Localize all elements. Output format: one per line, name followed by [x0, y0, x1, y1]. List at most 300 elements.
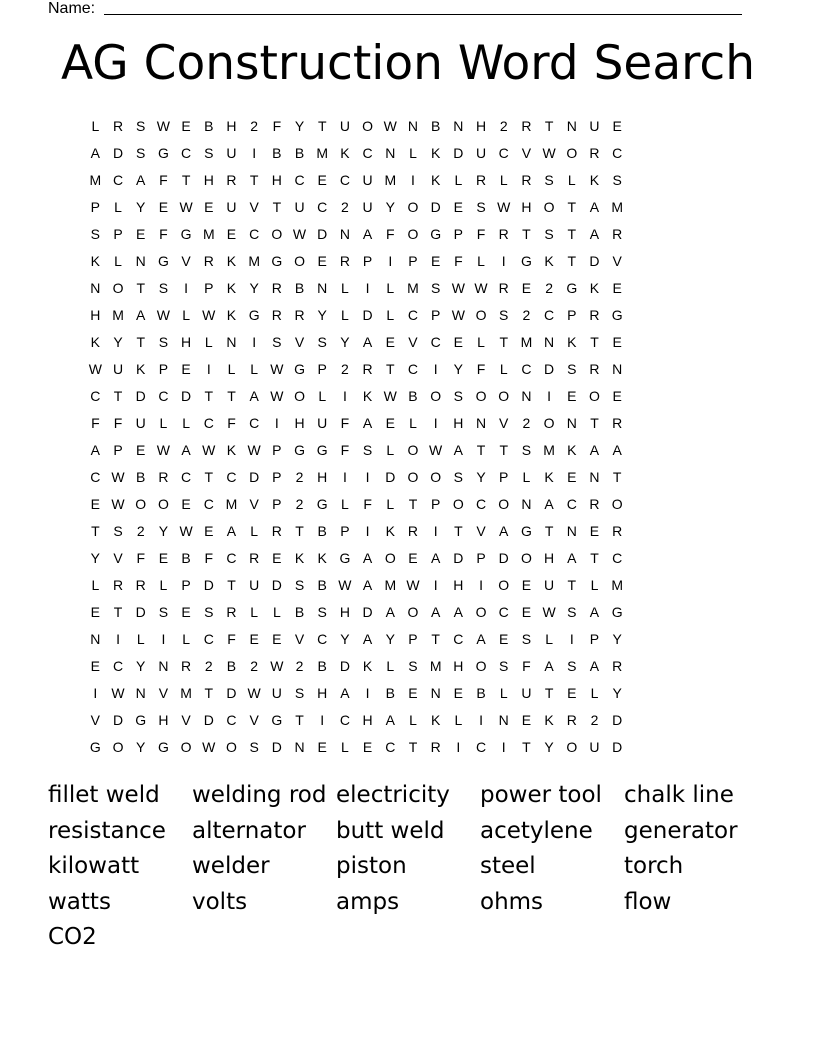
- grid-letter: T: [499, 334, 508, 350]
- grid-letter: I: [433, 361, 438, 377]
- grid-letter: C: [226, 712, 237, 728]
- grid-letter: T: [567, 199, 577, 215]
- grid-letter: N: [475, 415, 487, 431]
- grid-letter: H: [453, 415, 464, 431]
- grid-letter: N: [589, 469, 600, 485]
- grid-letter: S: [453, 388, 464, 404]
- grid-letter: 2: [341, 199, 349, 215]
- grid-letter: L: [567, 172, 576, 188]
- grid-letter: E: [90, 496, 101, 512]
- grid-letter: I: [433, 577, 438, 593]
- grid-letter: I: [365, 523, 370, 539]
- grid-letter: A: [544, 658, 554, 674]
- grid-letter: K: [226, 307, 237, 323]
- grid-letter: R: [589, 361, 600, 377]
- grid-letter: T: [544, 523, 554, 539]
- grid-letter: T: [499, 442, 508, 458]
- grid-letter: O: [226, 739, 237, 755]
- grid-letter: S: [204, 604, 214, 620]
- grid-letter: G: [611, 604, 623, 620]
- grid-row: [84, 626, 629, 653]
- grid-letter: E: [158, 199, 169, 215]
- grid-letter: S: [521, 442, 532, 458]
- grid-letter: T: [590, 415, 599, 431]
- grid-letter: P: [113, 226, 123, 242]
- grid-letter: D: [589, 253, 600, 269]
- grid-letter: V: [158, 685, 169, 701]
- grid-letter: L: [182, 415, 190, 431]
- grid-letter: O: [543, 415, 555, 431]
- grid-letter: P: [158, 361, 169, 377]
- grid-letter: W: [270, 658, 284, 674]
- grid-letter: N: [521, 388, 532, 404]
- grid-row: [84, 680, 629, 707]
- grid-letter: O: [475, 307, 487, 323]
- grid-letter: B: [385, 685, 395, 701]
- grid-letter: I: [479, 577, 483, 593]
- word-bank-item: watts: [48, 888, 111, 915]
- grid-letter: S: [294, 685, 305, 701]
- grid-letter: S: [567, 658, 577, 674]
- grid-letter: T: [272, 199, 282, 215]
- grid-letter: L: [272, 604, 281, 620]
- word-bank-item: volts: [192, 888, 248, 915]
- grid-letter: E: [181, 496, 191, 512]
- grid-letter: U: [226, 145, 237, 161]
- grid-letter: L: [477, 334, 485, 350]
- grid-letter: F: [91, 415, 100, 431]
- grid-letter: O: [498, 577, 510, 593]
- grid-letter: U: [294, 199, 305, 215]
- grid-letter: L: [409, 415, 417, 431]
- grid-letter: M: [112, 307, 124, 323]
- grid-letter: K: [90, 334, 101, 350]
- grid-letter: U: [339, 118, 350, 134]
- grid-letter: L: [182, 631, 190, 647]
- grid-letter: S: [90, 226, 101, 242]
- grid-letter: R: [362, 361, 373, 377]
- grid-letter: E: [272, 550, 282, 566]
- grid-letter: E: [204, 199, 214, 215]
- grid-letter: M: [225, 496, 238, 512]
- grid-letter: 2: [522, 307, 531, 323]
- grid-letter: F: [227, 631, 236, 647]
- grid-letter: T: [431, 631, 440, 647]
- word-bank-item: electricity: [336, 782, 450, 808]
- grid-letter: O: [589, 388, 600, 404]
- grid-letter: N: [226, 334, 237, 350]
- grid-row: [84, 248, 629, 275]
- grid-letter: C: [317, 199, 328, 215]
- word-bank-item: ohms: [480, 888, 544, 915]
- word-bank-item: amps: [336, 888, 400, 915]
- grid-letter: B: [476, 685, 486, 701]
- grid-letter: O: [566, 739, 578, 755]
- grid-letter: Y: [136, 658, 146, 674]
- grid-row: [84, 518, 629, 545]
- grid-letter: D: [112, 145, 124, 161]
- grid-letter: T: [91, 523, 100, 539]
- grid-letter: T: [612, 469, 622, 485]
- grid-letter: A: [362, 631, 373, 647]
- letter-grid: [84, 113, 629, 761]
- grid-letter: S: [136, 145, 146, 161]
- grid-letter: Y: [136, 199, 146, 215]
- grid-letter: G: [520, 523, 532, 539]
- grid-letter: O: [180, 739, 192, 755]
- grid-letter: H: [317, 469, 328, 485]
- grid-letter: T: [522, 739, 531, 755]
- grid-letter: T: [544, 118, 554, 134]
- grid-letter: P: [272, 469, 282, 485]
- grid-letter: 2: [499, 118, 508, 134]
- grid-letter: A: [589, 226, 600, 242]
- grid-letter: N: [430, 685, 441, 701]
- grid-letter: Y: [90, 550, 101, 566]
- grid-letter: C: [226, 550, 237, 566]
- grid-letter: O: [475, 604, 487, 620]
- grid-letter: N: [498, 712, 509, 728]
- grid-letter: C: [203, 631, 214, 647]
- word-bank-item: power tool: [480, 782, 602, 808]
- grid-row: [84, 140, 629, 167]
- grid-letter: R: [249, 550, 260, 566]
- word-bank-item: acetylene: [480, 817, 593, 844]
- grid-letter: I: [365, 280, 370, 296]
- grid-letter: Y: [612, 631, 622, 647]
- grid-letter: W: [156, 442, 171, 458]
- grid-letter: W: [292, 226, 307, 242]
- grid-letter: E: [158, 550, 169, 566]
- grid-letter: G: [316, 442, 328, 458]
- grid-letter: H: [158, 712, 169, 728]
- grid-letter: S: [567, 604, 577, 620]
- grid-letter: U: [521, 685, 532, 701]
- grid-letter: W: [338, 577, 352, 593]
- grid-letter: W: [179, 199, 193, 215]
- grid-letter: B: [294, 145, 305, 161]
- grid-letter: C: [612, 145, 623, 161]
- grid-letter: A: [589, 199, 600, 215]
- grid-letter: F: [113, 415, 123, 431]
- grid-letter: O: [112, 739, 124, 755]
- grid-letter: E: [317, 253, 327, 269]
- grid-letter: 2: [295, 469, 304, 485]
- grid-letter: M: [407, 280, 419, 296]
- grid-letter: G: [339, 550, 351, 566]
- grid-letter: O: [566, 145, 578, 161]
- grid-letter: A: [90, 442, 101, 458]
- grid-letter: R: [271, 523, 282, 539]
- grid-letter: R: [612, 523, 623, 539]
- grid-letter: G: [520, 253, 532, 269]
- grid-letter: A: [385, 604, 395, 620]
- grid-letter: H: [317, 685, 328, 701]
- grid-letter: R: [612, 658, 623, 674]
- grid-letter: G: [157, 253, 169, 269]
- grid-letter: M: [384, 172, 397, 188]
- grid-letter: D: [226, 685, 237, 701]
- word-bank-item: welder: [192, 853, 270, 880]
- grid-letter: C: [90, 469, 101, 485]
- grid-letter: N: [90, 631, 101, 647]
- grid-letter: Y: [158, 523, 169, 539]
- grid-row: [84, 437, 629, 464]
- grid-letter: H: [271, 172, 282, 188]
- grid-letter: I: [93, 685, 98, 701]
- grid-letter: E: [567, 388, 577, 404]
- grid-letter: L: [341, 280, 349, 296]
- grid-letter: G: [566, 280, 578, 296]
- grid-letter: E: [181, 118, 191, 134]
- grid-letter: E: [136, 226, 146, 242]
- grid-letter: V: [499, 415, 509, 431]
- grid-letter: K: [226, 280, 237, 296]
- grid-letter: T: [136, 334, 145, 350]
- grid-letter: N: [612, 361, 623, 377]
- grid-letter: H: [294, 415, 305, 431]
- grid-letter: S: [294, 577, 305, 593]
- grid-letter: P: [453, 226, 464, 242]
- grid-letter: C: [521, 361, 532, 377]
- word-bank-item: steel: [480, 853, 536, 880]
- grid-letter: O: [294, 253, 305, 269]
- grid-row: [84, 734, 629, 761]
- grid-row: [84, 707, 629, 734]
- grid-row: [84, 599, 629, 626]
- grid-letter: E: [226, 226, 237, 242]
- grid-letter: K: [544, 712, 554, 728]
- grid-letter: M: [180, 685, 192, 701]
- grid-letter: D: [339, 658, 350, 674]
- grid-letter: S: [567, 361, 577, 377]
- grid-letter: 2: [545, 280, 553, 296]
- grid-letter: V: [113, 550, 123, 566]
- grid-letter: T: [227, 577, 236, 593]
- grid-letter: T: [590, 334, 599, 350]
- grid-letter: A: [226, 523, 237, 539]
- grid-letter: C: [544, 307, 555, 323]
- grid-letter: O: [430, 388, 442, 404]
- grid-letter: E: [612, 118, 622, 134]
- grid-letter: C: [249, 415, 260, 431]
- grid-letter: T: [567, 226, 577, 242]
- grid-letter: E: [453, 334, 464, 350]
- grid-letter: F: [340, 415, 350, 431]
- grid-letter: W: [88, 361, 102, 377]
- grid-letter: R: [203, 253, 214, 269]
- grid-row: [84, 383, 629, 410]
- grid-letter: T: [181, 172, 191, 188]
- grid-letter: K: [90, 253, 101, 269]
- grid-letter: L: [477, 253, 485, 269]
- grid-letter: W: [202, 442, 216, 458]
- grid-letter: S: [272, 334, 282, 350]
- grid-letter: S: [113, 523, 123, 539]
- grid-letter: A: [362, 226, 373, 242]
- grid-letter: F: [522, 658, 531, 674]
- grid-letter: V: [521, 145, 532, 161]
- grid-letter: G: [430, 226, 442, 242]
- grid-letter: O: [112, 280, 124, 296]
- grid-letter: R: [430, 739, 441, 755]
- grid-letter: D: [362, 307, 373, 323]
- grid-letter: U: [362, 172, 373, 188]
- grid-letter: S: [408, 658, 418, 674]
- grid-letter: C: [90, 388, 101, 404]
- grid-letter: M: [384, 577, 397, 593]
- grid-letter: O: [611, 496, 623, 512]
- grid-letter: O: [543, 199, 555, 215]
- grid-letter: G: [248, 307, 260, 323]
- grid-letter: L: [409, 145, 417, 161]
- grid-letter: M: [520, 334, 533, 350]
- grid-letter: R: [498, 280, 509, 296]
- grid-letter: N: [135, 685, 146, 701]
- word-bank-item: resistance: [48, 817, 166, 844]
- grid-letter: O: [384, 550, 396, 566]
- grid-letter: O: [452, 496, 464, 512]
- grid-letter: L: [114, 253, 122, 269]
- grid-letter: W: [111, 685, 125, 701]
- grid-letter: P: [204, 280, 214, 296]
- grid-letter: M: [89, 172, 102, 188]
- grid-letter: E: [567, 685, 577, 701]
- grid-letter: G: [157, 145, 169, 161]
- grid-letter: C: [475, 496, 487, 512]
- grid-letter: A: [340, 685, 350, 701]
- grid-letter: R: [294, 307, 305, 323]
- grid-letter: Y: [340, 334, 350, 350]
- grid-letter: B: [294, 604, 305, 620]
- grid-letter: S: [612, 172, 622, 188]
- grid-letter: K: [340, 145, 350, 161]
- grid-letter: L: [386, 280, 395, 296]
- grid-letter: R: [158, 469, 169, 485]
- grid-letter: L: [136, 631, 145, 647]
- grid-letter: E: [385, 334, 395, 350]
- grid-letter: T: [567, 577, 577, 593]
- grid-letter: I: [365, 685, 370, 701]
- grid-letter: H: [181, 334, 192, 350]
- grid-letter: F: [476, 361, 486, 377]
- grid-letter: B: [317, 523, 327, 539]
- grid-letter: K: [317, 550, 327, 566]
- grid-letter: N: [544, 334, 555, 350]
- grid-letter: N: [294, 739, 305, 755]
- grid-letter: T: [204, 685, 214, 701]
- grid-letter: W: [247, 442, 261, 458]
- grid-row: [84, 302, 629, 329]
- word-bank-item: piston: [336, 853, 407, 880]
- grid-letter: L: [590, 685, 599, 701]
- grid-letter: S: [544, 226, 554, 242]
- grid-letter: Y: [453, 361, 464, 377]
- grid-letter: D: [203, 712, 214, 728]
- grid-letter: A: [385, 712, 395, 728]
- grid-letter: D: [362, 604, 373, 620]
- grid-letter: S: [249, 739, 259, 755]
- grid-letter: P: [362, 253, 373, 269]
- word-bank-item: torch: [624, 853, 684, 880]
- grid-letter: G: [271, 253, 283, 269]
- grid-letter: I: [479, 712, 483, 728]
- grid-letter: H: [521, 199, 532, 215]
- grid-letter: B: [204, 118, 214, 134]
- grid-letter: R: [226, 604, 237, 620]
- grid-letter: B: [181, 550, 191, 566]
- grid-letter: S: [204, 145, 214, 161]
- word-bank-item: kilowatt: [48, 853, 140, 880]
- grid-letter: I: [433, 415, 438, 431]
- grid-letter: H: [203, 172, 214, 188]
- grid-letter: E: [249, 631, 259, 647]
- grid-letter: L: [159, 415, 168, 431]
- grid-letter: C: [475, 739, 487, 755]
- grid-letter: N: [339, 226, 350, 242]
- grid-letter: L: [454, 712, 463, 728]
- grid-letter: S: [362, 442, 373, 458]
- grid-letter: L: [159, 577, 168, 593]
- grid-letter: R: [271, 280, 282, 296]
- grid-letter: K: [544, 253, 554, 269]
- grid-letter: C: [362, 145, 373, 161]
- grid-letter: S: [158, 334, 169, 350]
- grid-letter: K: [385, 523, 395, 539]
- grid-letter: S: [430, 280, 441, 296]
- grid-row: [84, 113, 629, 140]
- grid-letter: A: [362, 415, 373, 431]
- grid-letter: K: [567, 334, 577, 350]
- grid-letter: W: [247, 685, 261, 701]
- grid-letter: P: [90, 199, 101, 215]
- grid-letter: P: [476, 550, 486, 566]
- grid-letter: E: [612, 280, 622, 296]
- grid-letter: L: [545, 631, 553, 647]
- grid-letter: M: [202, 226, 215, 242]
- grid-letter: N: [566, 415, 577, 431]
- grid-letter: A: [181, 442, 191, 458]
- grid-letter: H: [90, 307, 101, 323]
- grid-letter: C: [158, 388, 169, 404]
- grid-letter: G: [294, 442, 305, 458]
- grid-letter: E: [567, 469, 577, 485]
- grid-letter: H: [475, 118, 487, 134]
- grid-letter: V: [612, 253, 622, 269]
- grid-letter: Y: [544, 739, 554, 755]
- grid-letter: C: [112, 658, 124, 674]
- grid-letter: D: [249, 469, 260, 485]
- grid-letter: K: [226, 253, 237, 269]
- grid-letter: L: [499, 685, 508, 701]
- grid-letter: E: [453, 199, 464, 215]
- grid-letter: E: [181, 361, 191, 377]
- grid-letter: T: [113, 604, 123, 620]
- grid-letter: B: [272, 145, 282, 161]
- page-title: AG Construction Word Search: [60, 36, 756, 91]
- grid-letter: T: [408, 739, 418, 755]
- grid-letter: O: [430, 469, 442, 485]
- grid-letter: K: [544, 469, 554, 485]
- grid-letter: U: [249, 577, 260, 593]
- grid-letter: R: [112, 577, 124, 593]
- grid-letter: F: [159, 226, 168, 242]
- grid-letter: 2: [250, 118, 259, 134]
- grid-letter: Y: [612, 685, 622, 701]
- word-bank-item: fillet weld: [48, 782, 160, 808]
- grid-letter: U: [589, 739, 600, 755]
- grid-letter: F: [386, 226, 395, 242]
